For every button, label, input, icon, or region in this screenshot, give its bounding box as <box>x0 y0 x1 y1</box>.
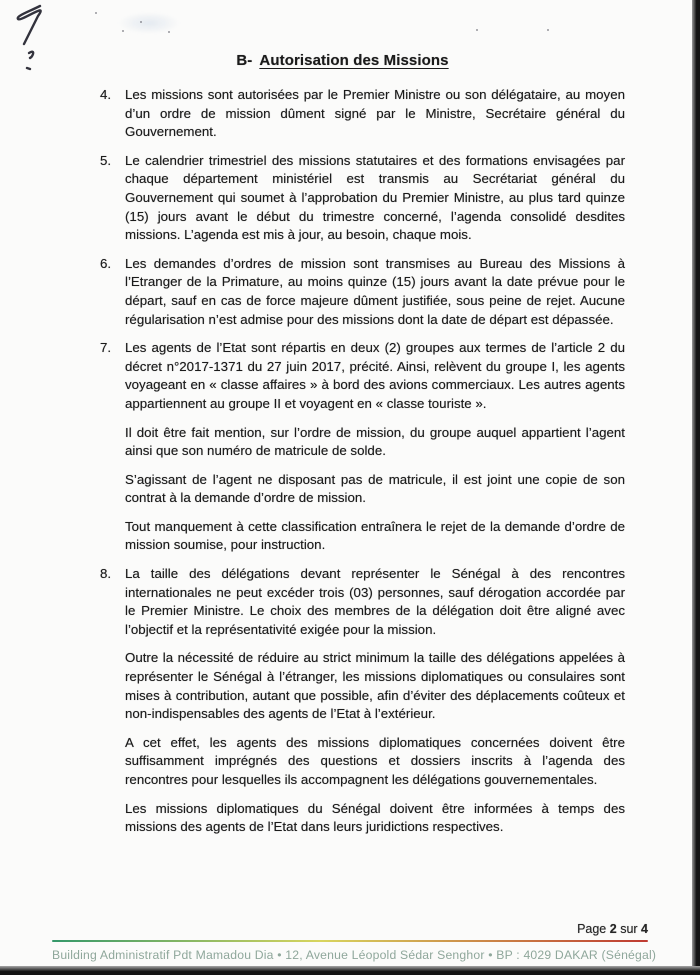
list-item <box>100 255 625 329</box>
page-footer <box>52 922 657 962</box>
page-current: 2 <box>609 922 617 936</box>
item-paragraph: Le calendrier trimestriel des missions statutaires et des formations envisagées par chaque département ministériel est transmis au Secrétariat général du Gouvernement qui soumet à l’approbation du Premier Ministre, au plus tard quinze (15) jours avant le début du trimestre concerné, l’agenda consolidé desdites missions. L’agenda est mis à jour, au besoin, chaque mois. <box>125 152 625 243</box>
item-paragraph: A cet effet, les agents des missions diplomatiques concernées doivent être suffisamment imprégnés des questions et dossiers inscrits à l’agenda des rencontres pour lesquelles ils accompagnent les délégations gouvernementales. <box>125 734 625 787</box>
list-item <box>100 86 625 142</box>
item-paragraph: Tout manquement à cette classification entraînera le rejet de la demande d’ordre de mission soumise, pour instruction. <box>125 518 625 553</box>
scan-speck <box>476 29 478 31</box>
item-paragraphs <box>125 339 625 555</box>
item-paragraphs <box>125 255 625 329</box>
item-paragraph: S’agissant de l’agent ne disposant pas de matricule, il est joint une copie de son contrat à la demande d’ordre de mission. <box>125 471 625 506</box>
item-paragraph: Les demandes d’ordres de mission sont transmises au Bureau des Missions à l’Etranger de la Primature, au moins quinze (15) jours avant la date prévue pour le départ, sauf en cas de force majeure dûment justifiée, sous peine de rejet. Aucune régularisation n’est admise pour des missions dont la date de départ est dépassée. <box>125 255 625 327</box>
page-word: Page <box>577 922 607 936</box>
pen-mark <box>12 2 56 80</box>
item-paragraph: Les missions sont autorisées par le Premier Ministre ou son délégataire, au moyen d’un ordre de mission dûment signé par le Ministre, Secrétaire général du Gouvernement. <box>125 87 625 140</box>
item-number: 8. <box>100 566 112 582</box>
page-number <box>52 922 648 936</box>
scan-smudge <box>118 12 180 34</box>
item-number: 5. <box>100 152 112 168</box>
item-paragraph: La taille des délégations devant représenter le Sénégal à des rencontres internationales ne peut excéder trois (03) personnes, sauf dérogation accordée par le Premier Ministre. Le choix des membres de la délégation doit être aligné avec l’objectif et la représentativité exigée pour la mission. <box>125 566 625 637</box>
scan-speck <box>547 29 549 31</box>
item-number: 7. <box>100 340 112 356</box>
item-paragraph: Outre la nécessité de réduire au strict minimum la taille des délégations appelées à représenter le Sénégal à l’étranger, les missions diplomatiques ou consulaires sont mises à contribution, autant que possible, afin d’éviter des déplacements coûteux et non-indispensables des agents de l’Etat à l’extérieur. <box>125 650 625 722</box>
scan-edge-bottom <box>0 966 700 975</box>
mission-list <box>100 86 625 837</box>
list-item <box>100 339 625 555</box>
item-paragraph: Les agents de l’Etat sont répartis en deux (2) groupes aux termes de l’article 2 du décret n°2017-1371 du 27 juin 2017, précité. Ainsi, relèvent du groupe I, les agents voyageant en « classe affaires » à bord des avions commerciaux. Les autres agents appartiennent au groupe II et voyagent en « classe touriste ». <box>125 340 625 411</box>
scan-speck <box>168 31 170 33</box>
item-paragraphs <box>125 152 625 245</box>
footer-address: Building Administratif Pdt Mamadou Dia • 12, Avenue Léopold Sédar Senghor • BP : 4029 DAKAR (Sénégal) <box>52 948 657 962</box>
list-item <box>100 565 625 837</box>
item-paragraphs <box>125 86 625 142</box>
title-prefix: B- <box>236 52 253 69</box>
scan-speck <box>95 12 97 14</box>
scan-speck <box>140 21 142 23</box>
page-total: 4 <box>641 922 648 936</box>
scan-edge-right <box>692 0 700 975</box>
document-title <box>60 52 625 69</box>
sur-word: sur <box>620 922 638 936</box>
item-number: 4. <box>100 87 112 102</box>
list-item <box>100 152 625 245</box>
item-paragraph: Les missions diplomatiques du Sénégal doivent être informées à temps des missions des agents de l’Etat dans leurs juridictions respectives. <box>125 800 625 835</box>
scan-speck <box>122 30 124 32</box>
item-paragraph: Il doit être fait mention, sur l’ordre de mission, du groupe auquel appartient l’agent ainsi que son numéro de matricule de solde. <box>125 424 625 459</box>
title-text: Autorisation des Missions <box>259 52 449 69</box>
flag-divider-line <box>52 940 648 942</box>
item-paragraphs <box>125 565 625 837</box>
item-number: 6. <box>100 255 112 271</box>
